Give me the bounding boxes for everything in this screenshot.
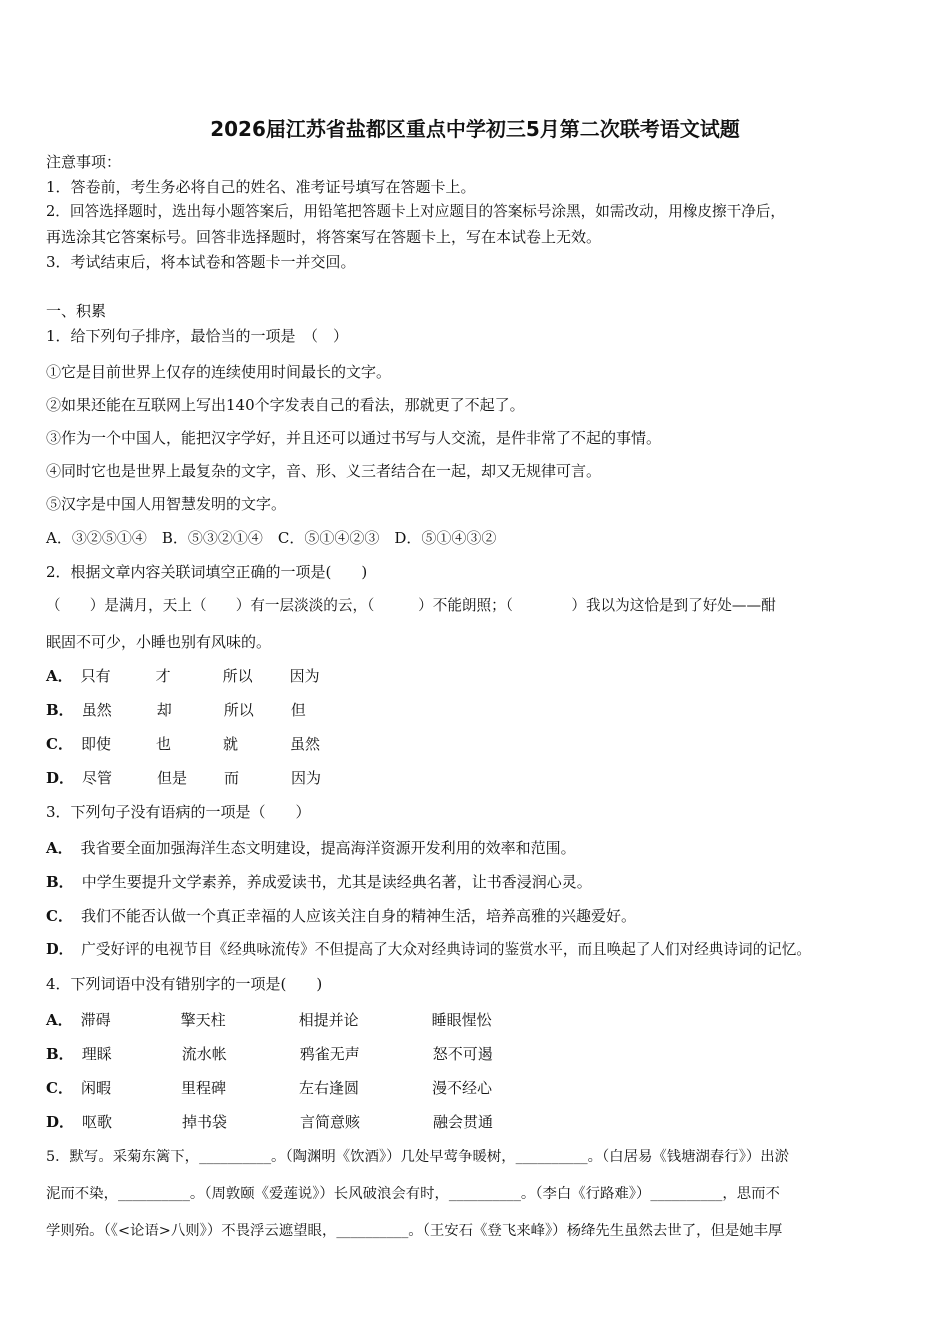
option-word: 而 — [224, 769, 240, 787]
notice-item: 再选涂其它答案标号。回答非选择题时，将答案写在答题卡上，写在本试卷上无效。 — [46, 228, 602, 246]
option-letter: D． — [46, 769, 75, 787]
option-word: 融会贯通 — [433, 1113, 494, 1131]
q2-passage: 眠固不可少，小睡也别有风味的。 — [46, 633, 272, 651]
option-text: 中学生要提升文学素养，养成爱读书，尤其是读经典名著，让书香浸润心灵。 — [81, 873, 592, 891]
q1-sentence: ⑤汉字是中国人用智慧发明的文字。 — [46, 495, 287, 513]
q2-option-a — [46, 666, 320, 686]
q1-options: A．③②⑤①④ B．⑤③②①④ C．⑤①④②③ D．⑤①④③② — [46, 529, 497, 547]
option-letter: C． — [46, 907, 73, 925]
option-letter: B． — [46, 1045, 74, 1063]
q4-option-a — [46, 1010, 492, 1030]
option-word: 怒不可遏 — [432, 1045, 493, 1063]
option-word: 因为 — [291, 769, 322, 787]
notice-item: 3．考试结束后，将本试卷和答题卡一并交回。 — [46, 253, 356, 271]
option-word: 擎天柱 — [180, 1011, 226, 1029]
question-1-stem: 1．给下列句子排序，最恰当的一项是 （ ） — [46, 327, 349, 345]
option-word: 因为 — [289, 667, 320, 685]
option-letter: B． — [46, 873, 74, 891]
option-word: 鸦雀无声 — [299, 1045, 360, 1063]
option-word: 尽管 — [82, 769, 113, 787]
question-5-line: 泥而不染，__________。（周敦颐《爱莲说》）长风破浪会有时，__________。（李白《行路难》）__________，思而不 — [46, 1186, 780, 1202]
option-word: 闲暇 — [80, 1079, 111, 1097]
q1-sentence: ①它是目前世界上仅存的连续使用时间最长的文字。 — [46, 363, 392, 381]
option-word: 睡眼惺忪 — [431, 1011, 492, 1029]
option-word: 呕歌 — [82, 1113, 113, 1131]
q3-option-b — [46, 872, 592, 892]
q4-option-b — [46, 1044, 493, 1064]
question-5-line: 5．默写。采菊东篱下，__________。（陶渊明《饮酒》）几处早莺争暖树，__________。（白居易《钱塘湖春行》）出淤 — [46, 1149, 790, 1165]
option-word: 相提并论 — [298, 1011, 359, 1029]
option-letter: A． — [46, 667, 73, 685]
option-word: 但是 — [157, 769, 188, 787]
q3-option-a — [46, 838, 576, 858]
option-word: 只有 — [80, 667, 111, 685]
option-text: 我们不能否认做一个真正幸福的人应该关注自身的精神生活，培养高雅的兴趣爱好。 — [80, 907, 636, 925]
option-letter: B． — [46, 701, 74, 719]
option-letter: C． — [46, 735, 73, 753]
option-word: 虽然 — [81, 701, 112, 719]
option-word: 就 — [222, 735, 238, 753]
option-letter: A． — [46, 1011, 73, 1029]
q4-option-c — [46, 1078, 492, 1098]
q2-option-b — [46, 700, 306, 720]
question-2-stem: 2．根据文章内容关联词填空正确的一项是( ) — [46, 563, 368, 581]
page-title: 2026届江苏省盐都区重点中学初三5月第二次联考语文试题 — [210, 117, 740, 141]
question-5-line: 学则殆。（《<论语>八则》）不畏浮云遮望眼，__________。（王安石《登飞来峰》）杨绛先生虽然去世了，但是她丰厚 — [46, 1223, 783, 1239]
option-letter: D． — [46, 941, 74, 958]
option-word: 里程碑 — [180, 1079, 226, 1097]
q2-option-d — [46, 768, 321, 788]
option-word: 虽然 — [289, 735, 320, 753]
section-heading: 一、积累 — [46, 302, 107, 320]
q4-option-d — [46, 1112, 493, 1132]
q3-option-d — [46, 940, 811, 960]
option-word: 即使 — [80, 735, 111, 753]
option-word: 流水帐 — [181, 1045, 227, 1063]
option-word: 言简意赅 — [300, 1113, 361, 1131]
option-word: 掉书袋 — [182, 1113, 228, 1131]
q1-sentence: ②如果还能在互联网上写出140个字发表自己的看法，那就更了不起了。 — [46, 396, 525, 414]
option-word: 所以 — [222, 667, 253, 685]
option-letter: C． — [46, 1079, 73, 1097]
q2-passage: （ ）是满月，天上（ ）有一层淡淡的云，（ ）不能朗照；（ ）我以为这恰是到了好处——酣 — [46, 597, 776, 614]
option-word: 也 — [155, 735, 171, 753]
q3-option-c — [46, 906, 636, 926]
notice-item: 1．答卷前，考生务必将自己的姓名、准考证号填写在答题卡上。 — [46, 178, 476, 196]
option-text: 广受好评的电视节目《经典咏流传》不但提高了大众对经典诗词的鉴赏水平，而且唤起了人们对经典诗词的记忆。 — [81, 941, 811, 958]
option-letter: D． — [46, 1113, 75, 1131]
notice-item: 2．回答选择题时，选出每小题答案后，用铅笔把答题卡上对应题目的答案标号涂黑，如需改动，用橡皮擦干净后， — [46, 203, 785, 220]
q1-sentence: ④同时它也是世界上最复杂的文字，音、形、义三者结合在一起，却又无规律可言。 — [46, 462, 602, 480]
option-word: 却 — [156, 701, 172, 719]
option-word: 所以 — [223, 701, 254, 719]
option-word: 才 — [155, 667, 171, 685]
option-word: 漫不经心 — [431, 1079, 492, 1097]
notice-heading: 注意事项： — [46, 153, 122, 171]
option-word: 理睬 — [81, 1045, 112, 1063]
option-text: 我省要全面加强海洋生态文明建设，提高海洋资源开发利用的效率和范围。 — [80, 839, 576, 857]
option-word: 但 — [290, 701, 306, 719]
option-letter: A． — [46, 839, 73, 857]
option-word: 左右逢圆 — [298, 1079, 359, 1097]
option-word: 滞碍 — [80, 1011, 111, 1029]
q2-option-c — [46, 734, 320, 754]
q1-sentence: ③作为一个中国人，能把汉字学好，并且还可以通过书写与人交流，是件非常了不起的事情。 — [46, 429, 662, 447]
question-3-stem: 3．下列句子没有语病的一项是（ ） — [46, 803, 311, 821]
question-4-stem: 4．下列词语中没有错别字的一项是( ) — [46, 975, 323, 993]
